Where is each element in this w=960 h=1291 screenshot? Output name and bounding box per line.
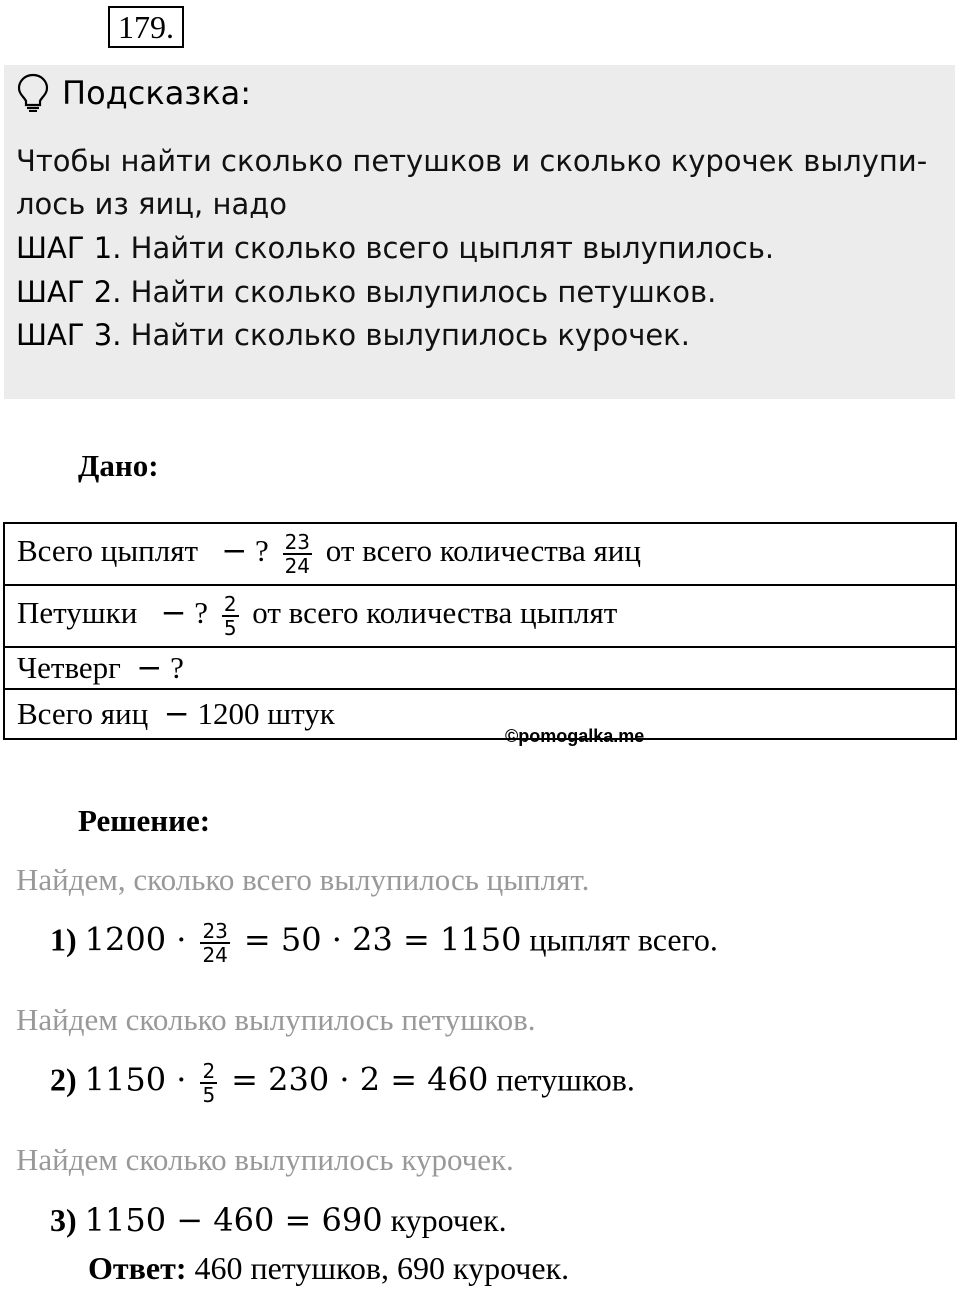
hint-intro-line2: лось из яиц, надо: [16, 187, 288, 221]
step-label: ШАГ 2.: [16, 275, 122, 309]
equation-lhs: 1200 ·: [84, 920, 187, 959]
equation-rhs: = 230 · 2 = 460: [231, 1060, 489, 1099]
row-label: Четверг: [17, 650, 121, 685]
equation-label: 3): [50, 1202, 77, 1238]
equation-1: [50, 920, 718, 966]
solution-note-3: Найдем сколько вылупилось курочек.: [16, 1142, 514, 1177]
row-label: Всего яиц: [17, 696, 149, 731]
given-table: [3, 522, 957, 740]
dash: −: [160, 595, 187, 632]
task-number: 179.: [108, 6, 184, 48]
fraction: $\frac{2}{5}$: [223, 592, 237, 640]
hint-title: Подсказка:: [62, 74, 252, 112]
unknown-mark: ?: [255, 533, 269, 569]
fraction: $\frac{23}{24}$: [284, 530, 311, 578]
lightbulb-icon: [16, 72, 50, 112]
answer: [88, 1250, 569, 1287]
step-text: Найти сколько вылупилось курочек.: [130, 318, 690, 352]
unknown-mark: ?: [170, 650, 184, 685]
equation-3: [50, 1201, 507, 1239]
equation-2: [50, 1060, 635, 1106]
step-text: Найти сколько всего цыплят вылупилось.: [130, 231, 775, 265]
given-row: [4, 585, 956, 647]
row-label: Петушки: [17, 595, 138, 631]
answer-label: Ответ:: [88, 1250, 187, 1286]
equation-label: 2): [50, 1061, 77, 1098]
equation-rhs: = 50 · 23 = 1150: [243, 920, 522, 959]
given-title: Дано:: [78, 448, 159, 483]
equation-lhs: 1150 ·: [84, 1060, 187, 1099]
hint-step-1: [16, 226, 774, 270]
given-row: [4, 523, 956, 585]
given-row: [4, 689, 956, 739]
given-row: [4, 647, 956, 689]
answer-text: 460 петушков, 690 курочек.: [194, 1250, 570, 1286]
row-rest: от всего количества цыплят: [252, 595, 618, 631]
hint-intro-line1: Чтобы найти сколько петушков и сколько курочек вылупи-: [16, 144, 928, 178]
equation-unit: курочек.: [390, 1202, 507, 1238]
hint-step-3: [16, 313, 690, 357]
step-text: Найти сколько вылупилось петушков.: [130, 275, 717, 309]
equation-body: 1150 − 460 = 690: [84, 1201, 383, 1239]
dash: −: [221, 533, 248, 570]
row-rest: от всего количества яиц: [325, 533, 641, 569]
equation-label: 1): [50, 921, 77, 958]
hint-step-2: [16, 270, 716, 314]
row-value: 1200 штук: [197, 696, 335, 731]
solution-note-2: Найдем сколько вылупилось петушков.: [16, 1002, 536, 1037]
equation-unit: петушков.: [496, 1061, 635, 1098]
step-label: ШАГ 1.: [16, 231, 122, 265]
dash: −: [163, 696, 190, 732]
unknown-mark: ?: [194, 595, 209, 631]
solution-note-1: Найдем, сколько всего вылупилось цыплят.: [16, 862, 590, 897]
equation-unit: цыплят всего.: [529, 921, 718, 958]
step-label: ШАГ 3.: [16, 318, 122, 352]
fraction: $\frac{2}{5}$: [202, 1059, 216, 1107]
dash: −: [136, 650, 163, 686]
solution-title: Решение:: [78, 803, 211, 838]
watermark: ©pomogalka.me: [505, 726, 645, 746]
row-label: Всего цыплят: [17, 533, 199, 569]
fraction: $\frac{23}{24}$: [202, 919, 228, 967]
